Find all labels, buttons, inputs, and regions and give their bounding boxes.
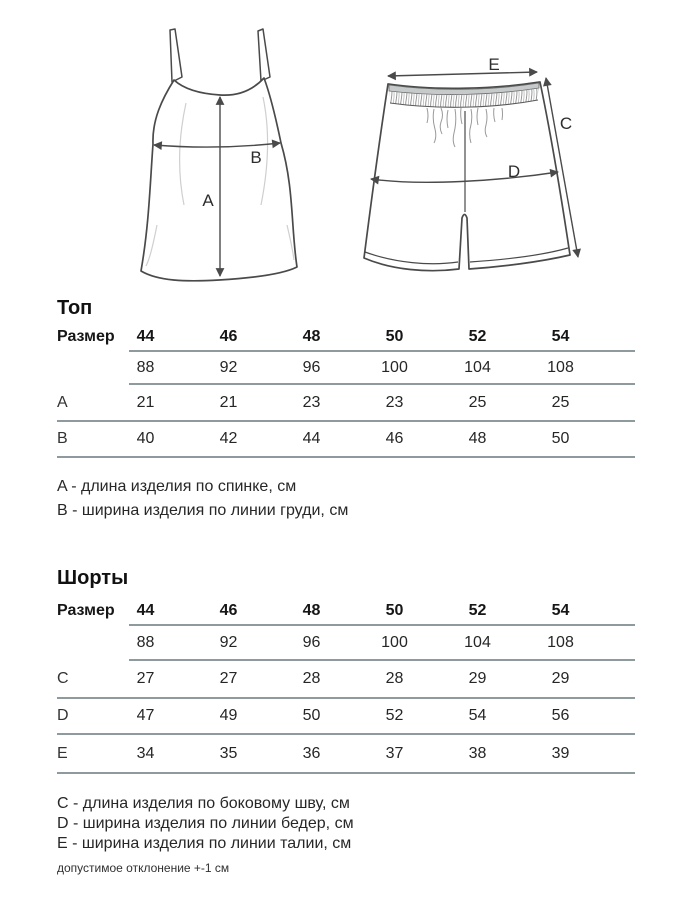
size-value: 50 [385,602,404,619]
table-row-measure-a [57,385,635,420]
size-value: 100 [381,358,408,376]
measure-value: 48 [468,430,487,447]
size-value: 108 [547,358,574,376]
legend-line-d: D - ширина изделия по линии бедер, см [57,815,354,832]
size-value: 48 [302,328,321,345]
size-value: 46 [219,328,238,345]
size-corner-label: Размер [57,602,115,619]
legend-line-a: A - длина изделия по спинке, см [57,478,297,495]
top-size-table [57,324,635,458]
measure-value: 27 [219,670,238,687]
size-value: 104 [464,358,491,376]
section-title-top: Топ [57,296,93,319]
size-value: 104 [464,633,491,651]
table-rule [57,772,635,774]
top-legend [57,475,348,523]
size-value: 46 [219,602,238,619]
measure-label-a: A [202,191,214,210]
measure-value: 37 [385,744,404,762]
legend-line-c: C - длина изделия по боковому шву, см [57,795,350,812]
table-row-measure-c [57,661,635,697]
size-value: 108 [547,633,574,651]
measure-label-e: E [488,55,500,74]
table-row-sizes [57,598,635,624]
measure-value: 49 [219,707,238,724]
size-value: 96 [302,358,321,376]
measure-value: 36 [302,744,321,762]
table-row-sizes [57,324,635,350]
size-value: 48 [302,602,321,619]
tolerance-note: допустимое отклонение +-1 см [57,861,230,875]
measure-value: 50 [302,707,321,724]
size-value: 52 [468,602,487,619]
measure-value: 28 [385,670,404,687]
size-value: 54 [551,328,570,345]
shorts-garment-diagram [364,55,578,271]
measure-value: 47 [136,707,155,724]
size-corner-label: Размер [57,328,115,345]
measure-value: 46 [385,430,404,447]
size-value: 100 [381,633,408,651]
measure-value: 21 [136,393,155,411]
size-value: 50 [385,328,404,345]
shorts-body [364,82,573,271]
size-value: 52 [468,328,487,345]
top-garment-diagram [141,29,297,281]
measure-row-label: D [57,707,69,724]
table-row-measure-d [57,699,635,733]
measure-value: 29 [468,670,487,687]
measure-label-b: B [250,148,262,167]
shorts-size-table [57,598,635,774]
table-rule [57,456,635,458]
measure-value: 40 [136,430,155,447]
measure-row-label: E [57,744,68,762]
shorts-legend [57,794,354,875]
size-value: 92 [219,358,238,376]
camisole-body [141,78,297,281]
measure-value: 29 [551,670,570,687]
measure-value: 25 [468,393,487,411]
measure-value: 23 [385,393,404,411]
size-value: 44 [136,328,155,345]
section-title-shorts: Шорты [57,566,129,589]
measure-value: 44 [302,430,321,447]
table-row-chest-sizes [57,626,635,659]
measure-value: 23 [302,393,321,411]
measure-value: 54 [468,707,487,724]
measure-value: 52 [385,707,404,724]
size-value: 54 [551,602,570,619]
legend-line-b: B - ширина изделия по линии груди, см [57,502,349,519]
measure-arrow-e [388,72,537,76]
measure-value: 42 [219,430,238,447]
measure-value: 39 [551,744,570,762]
measure-value: 34 [136,744,155,762]
measure-label-d: D [507,162,521,181]
measure-value: 28 [302,670,321,687]
size-value: 88 [136,633,155,651]
measure-row-label: C [57,670,69,687]
measure-row-label: B [57,430,68,447]
measure-value: 27 [136,670,155,687]
measure-value: 25 [551,393,570,411]
size-value: 44 [136,602,155,619]
measure-row-label: A [57,393,68,411]
measure-label-c: C [559,114,573,133]
measure-value: 50 [551,430,570,447]
size-value: 96 [302,633,321,651]
size-value: 92 [219,633,238,651]
table-row-measure-b [57,422,635,456]
size-value: 88 [136,358,155,376]
table-row-chest-sizes [57,352,635,383]
camisole-strap-right [258,29,270,81]
garment-diagrams [0,0,675,312]
camisole-strap-left [170,29,182,82]
measure-value: 56 [551,707,570,724]
measure-value: 38 [468,744,487,762]
legend-line-e: E - ширина изделия по линии талии, см [57,835,352,852]
measure-value: 35 [219,744,238,762]
table-row-measure-e [57,735,635,772]
measure-value: 21 [219,393,238,411]
